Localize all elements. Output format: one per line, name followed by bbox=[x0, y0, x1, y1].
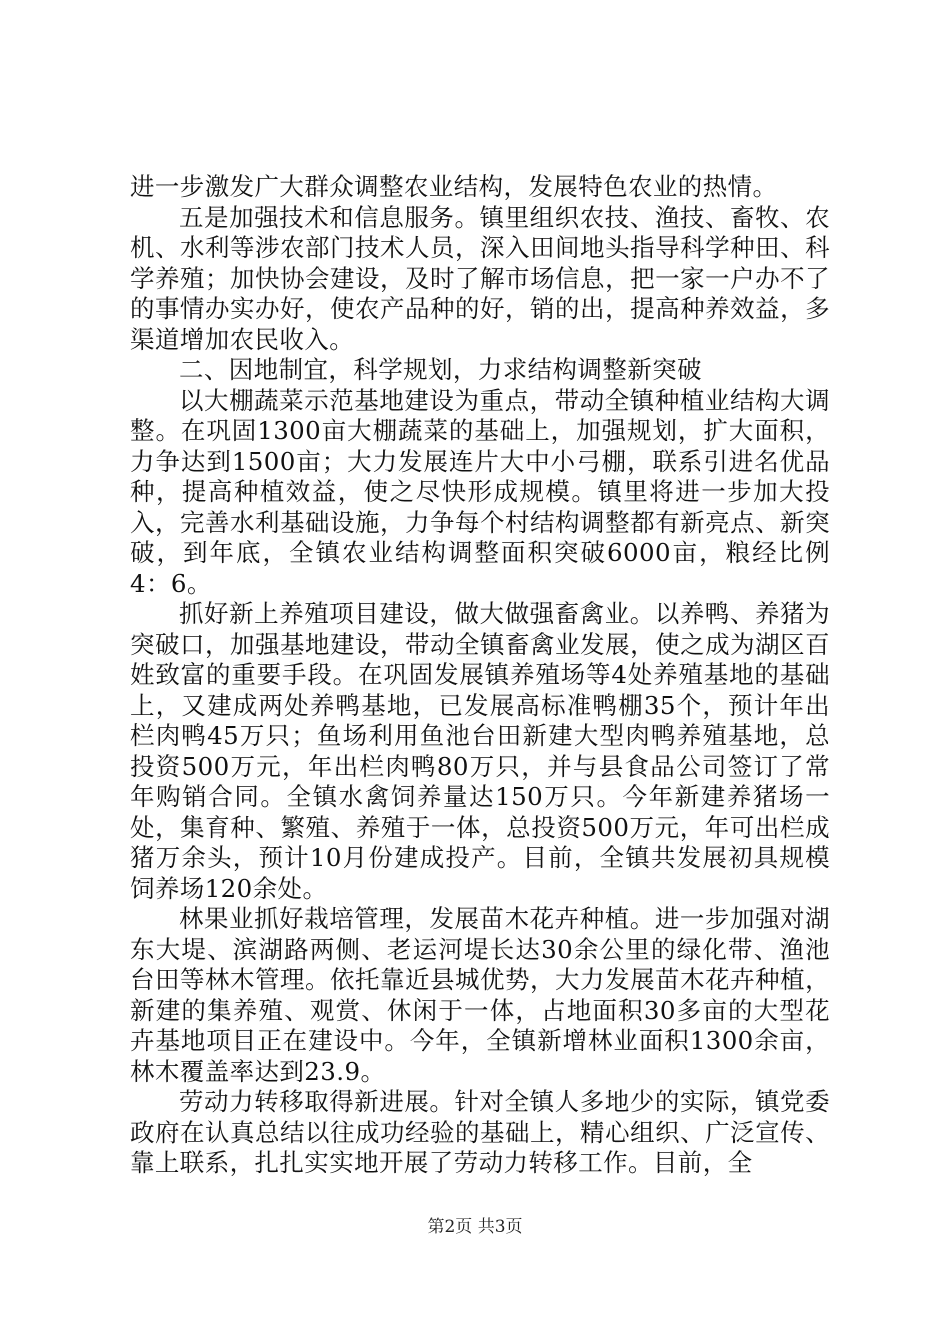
paragraph-livestock: 抓好新上养殖项目建设，做大做强畜禽业。以养鸭、养猪为突破口，加强基地建设，带动全镇畜禽业发展，使之成为湖区百姓致富的重要手段。在巩固发展镇养殖场等4处养殖基地的基础上，又建成两处养鸭基地，已发展高标准鸭棚35个，预计年出栏肉鸭45万只；鱼场利用鱼池台田新建大型肉鸭养殖基地，总投资500万元，年出栏肉鸭80万只，并与县食品公司签订了常年购销合同。全镇水禽饲养量达150万只。今年新建养猪场一处，集育种、繁殖、养殖于一体，总投资500万元，年可出栏成猪万余头，预计10月份建成投产。目前，全镇共发展初具规模饲养场120余处。 bbox=[130, 599, 830, 903]
section-heading: 二、因地制宜，科学规划，力求结构调整新突破 bbox=[179, 355, 702, 384]
page-number: 第2页 共3页 bbox=[427, 1217, 523, 1237]
paragraph-continuation: 进一步激发广大群众调整农业结构，发展特色农业的热情。 bbox=[130, 172, 778, 201]
document-body bbox=[130, 172, 830, 1179]
paragraph-labor-transfer: 劳动力转移取得新进展。针对全镇人多地少的实际，镇党委政府在认真总结以往成功经验的基础上，精心组织、广泛宣传、靠上联系，扎扎实实地开展了劳动力转移工作。目前，全 bbox=[130, 1087, 830, 1177]
paragraph-forestry: 林果业抓好栽培管理，发展苗木花卉种植。进一步加强对湖东大堤、滨湖路两侧、老运河堤长达30余公里的绿化带、渔池台田等林木管理。依托靠近县城优势，大力发展苗木花卉种植，新建的集养殖、观赏、休闲于一体，占地面积30多亩的大型花卉基地项目正在建设中。今年，全镇新增林业面积1300余亩，林木覆盖率达到23.9。 bbox=[130, 904, 830, 1086]
paragraph-tech-services: 五是加强技术和信息服务。镇里组织农技、渔技、畜牧、农机、水利等涉农部门技术人员，深入田间地头指导科学种田、科学养殖；加快协会建设，及时了解市场信息，把一家一户办不了的事情办实办好，使农产品种的好，销的出，提高种养效益，多渠道增加农民收入。 bbox=[130, 202, 830, 354]
paragraph-greenhouse-vegetables: 以大棚蔬菜示范基地建设为重点，带动全镇种植业结构大调整。在巩固1300亩大棚蔬菜的基础上，加强规划，扩大面积，力争达到1500亩；大力发展连片大中小弓棚，联系引进名优品种，提高种植效益，使之尽快形成规模。镇里将进一步加大投入，完善水利基础设施，力争每个村结构调整都有新亮点、新突破，到年底，全镇农业结构调整面积突破6000亩，粮经比例4：6。 bbox=[130, 385, 830, 598]
